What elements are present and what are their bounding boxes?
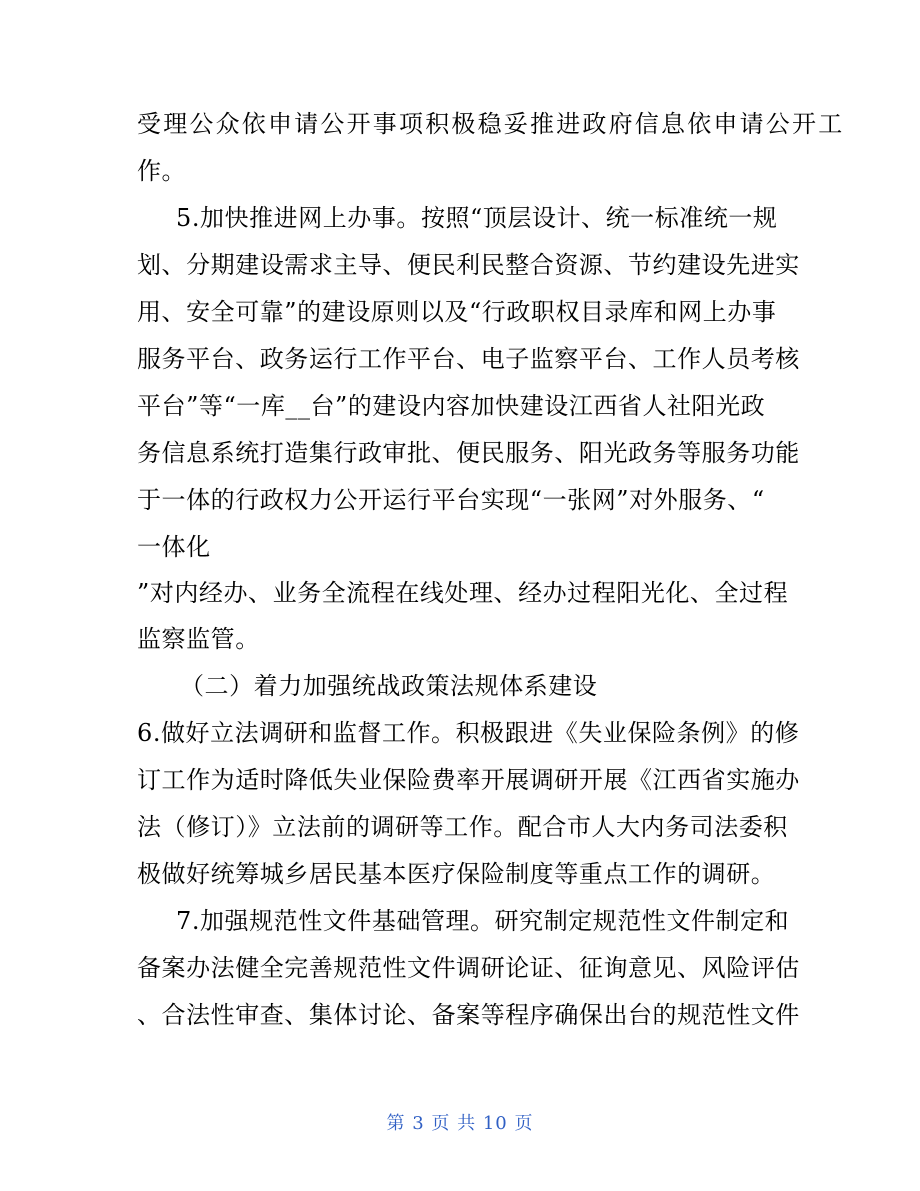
paragraph-line: 6.做好立法调研和监督工作。积极跟进《失业保险条例》的修 xyxy=(137,719,800,747)
paragraph-line: ”对内经办、业务全流程在线处理、经办过程阳光化、全过程 xyxy=(137,579,789,607)
paragraph-line: 法（修订）》立法前的调研等工作。配合市人大内务司法委积 xyxy=(137,813,788,841)
paragraph-line: 用、安全可靠”的建设原则以及“行政职权目录库和网上办事 xyxy=(137,298,777,326)
paragraph-line: 极做好统筹城乡居民基本医疗保险制度等重点工作的调研。 xyxy=(137,860,776,888)
paragraph-line: 划、分期建设需求主导、便民利民整合资源、节约建设先进实 xyxy=(137,251,800,279)
section-heading: （二）着力加强统战政策法规体系建设 xyxy=(180,672,598,700)
paragraph-line: 于一体的行政权力公开运行平台实现“一张网”对外服务、“ xyxy=(137,486,765,514)
paragraph-line: 平台”等“一库__台”的建设内容加快建设江西省人社阳光政 xyxy=(137,392,766,420)
paragraph-line: 监察监管。 xyxy=(137,625,260,653)
paragraph-line: 一体化 xyxy=(137,533,211,561)
paragraph-line: 务信息系统打造集行政审批、便民服务、阳光政务等服务功能 xyxy=(137,439,800,467)
paragraph-line: 7.加强规范性文件基础管理。研究制定规范性文件制定和 xyxy=(176,907,790,935)
paragraph-line: 作。 xyxy=(137,157,187,185)
paragraph-line: 订工作为适时降低失业保险费率开展调研开展《江西省实施办 xyxy=(137,766,800,794)
page-number-footer: 第 3 页 共 10 页 xyxy=(386,1113,534,1134)
paragraph-line: 5.加快推进网上办事。按照“顶层设计、统一标准统一规 xyxy=(176,204,778,232)
paragraph-line: 服务平台、政务运行工作平台、电子监察平台、工作人员考核 xyxy=(137,345,800,373)
paragraph-line: 、合法性审查、集体讨论、备案等程序确保出台的规范性文件 xyxy=(137,1001,800,1029)
paragraph-line: 受理公众依申请公开事项积极稳妥推进政府信息依申请公开工 xyxy=(137,110,845,138)
paragraph-line: 备案办法健全完善规范性文件调研论证、征询意见、风险评估 xyxy=(137,954,800,982)
